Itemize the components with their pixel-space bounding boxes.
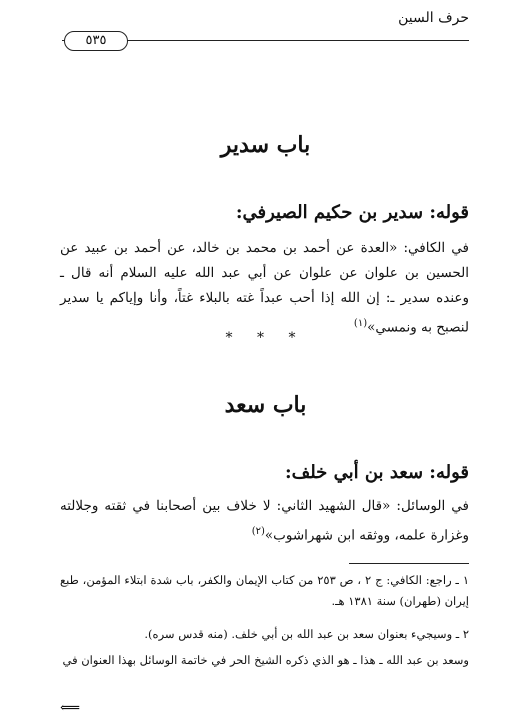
entry-text: في الكافي: «العدة عن أحمد بن محمد بن خالد، عن أحمد بن عبيد عن الحسين بن علوان عن علوان عن أبي عبد الله عليه السلام أنه قال ـ وعنده سدير ـ: إن الله إذا أحب عبداً غته بالبلاء غتاً، وأنا وإياكم يا سدير لنصبح به ونمسي»	[60, 240, 469, 336]
section-heading-saad: باب سعد	[224, 392, 307, 418]
entry-body-sadir	[60, 236, 469, 341]
section-heading-sadir: باب سدير	[220, 132, 311, 158]
continuation-arrow-icon: ⟸	[60, 700, 81, 716]
footnote-rule	[349, 563, 469, 564]
entry-heading-sadir: قوله: سدير بن حكيم الصيرفي:	[235, 202, 469, 223]
entry-text: في الوسائل: «قال الشهيد الثاني: لا خلاف بين أصحابنا في ثقته وجلالته وغزارة علمه، ووثقه ابن شهراشوب»	[60, 498, 469, 544]
running-header-title: حرف السين	[398, 10, 469, 26]
entry-body-saad	[60, 494, 469, 549]
footnote-2: ٢ ـ وسيجيء بعنوان سعد بن عبد الله بن أبي خلف. (منه قدس سره).	[144, 627, 469, 641]
page-number-badge: ٥٣٥	[64, 31, 128, 51]
entry-heading-saad: قوله: سعد بن أبي خلف:	[284, 462, 469, 483]
footnote-ref: (١)	[353, 318, 368, 329]
footnote-continued: وسعد بن عبد الله ـ هذا ـ هو الذي ذكره الشيخ الحر في خاتمة الوسائل بهذا العنوان في	[62, 653, 469, 667]
footnote-ref: (٢)	[251, 526, 265, 537]
section-separator: * * *	[225, 330, 306, 346]
footnote-1: ١ ـ راجع: الكافي: ج ٢ ، ص ٢٥٣ من كتاب الإيمان والكفر، باب شدة ابتلاء المؤمن، طبع إيران (طهران) سنة ١٣٨١ هـ.	[60, 573, 469, 608]
